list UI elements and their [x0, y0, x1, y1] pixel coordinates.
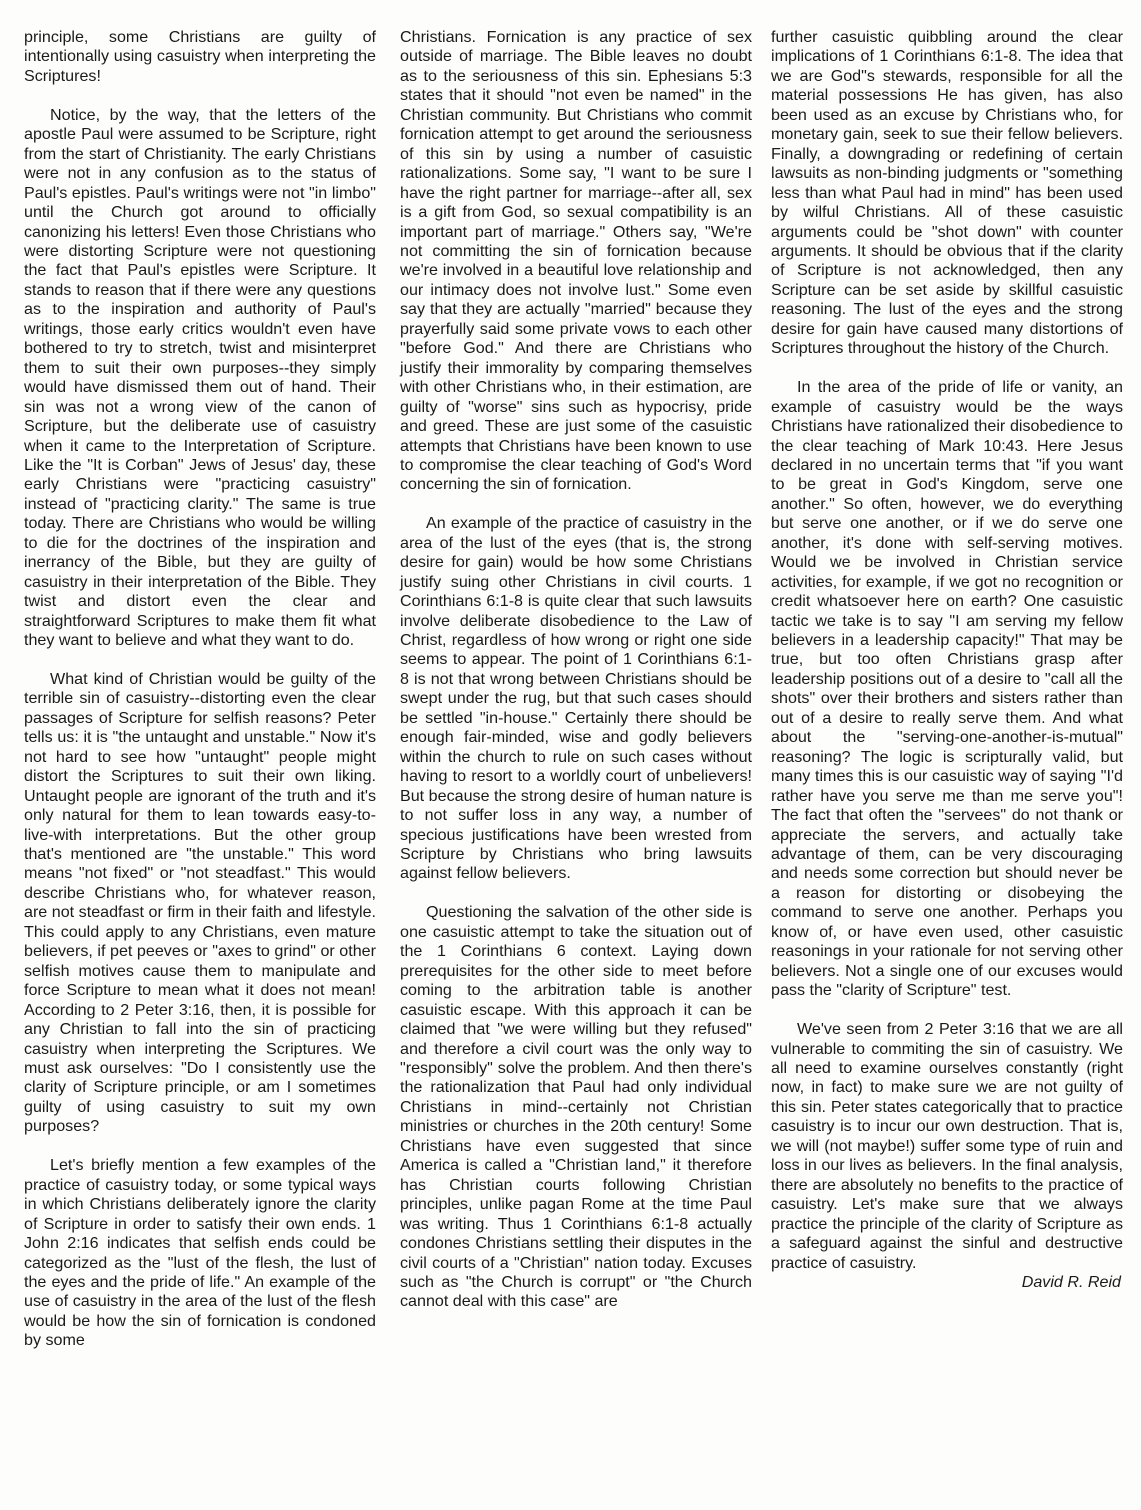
- text-column-3: [771, 28, 1123, 1312]
- paragraph: further casuistic quibbling around the clear implications of 1 Corinthians 6:1-8. The idea that we are God"s stewards, responsible for all the material possessions He has given, has also been used as an excuse by Christians who, for monetary gain, seek to sue their fellow believers. Finally, a downgrading or redefining of certain lawsuits as non-binding judgments or "something less than what Paul had in mind" has been used by wilful Christians. All of these casuistic arguments could be "shot down" with counter arguments. It should be obvious that if the clarity of Scripture is not acknowledged, then any Scripture can be set aside by skillful casuistic reasoning. The lust of the eyes and the strong desire for gain have caused many distortions of Scriptures throughout the history of the Church.: [771, 28, 1123, 358]
- paragraph: What kind of Christian would be guilty of the terrible sin of casuistry--distorting even the clear passages of Scripture for selfish reasons? Peter tells us: it is "the untaught and unstable." Now it's not hard to see how "untaught" people might distort the Scriptures to suit their own liking. Untaught people are ignorant of the truth and it's only natural for them to lean towards easy-to-live-with interpretations. But the other group that's mentioned are "the unstable." This word means "not fixed" or "not steadfast." This would describe Christians who, for whatever reason, are not steadfast or firm in their faith and lifestyle. This could apply to any Christians, even mature believers, if pet peeves or "axes to grind" or other selfish motives cause them to manipulate and force Scripture to mean what it does not mean! According to 2 Peter 3:16, then, it is possible for any Christian to fall into the sin of practicing casuistry when interpreting the Scriptures. We must ask ourselves: "Do I consistently use the clarity of Scripture principle, or am I sometimes guilty of using casuistry to suit my own purposes?: [24, 669, 376, 1136]
- text-column-1: [24, 28, 376, 1351]
- paragraph: Christians. Fornication is any practice of sex outside of marriage. The Bible leaves no doubt as to the seriousness of this sin. Ephesians 5:3 states that it should "not even be named" in the Christian community. But Christians who commit fornication attempt to get around the seriousness of this sin by using a number of casuistic rationalizations. Some say, "I want to be sure I have the right partner for marriage--after all, sex is a gift from God, so sexual compatibility is an important part of marriage." Others say, "We're not committing the sin of fornication because we're involved in a beautiful love relationship and our intimacy does not involve lust." Some even say that they are actually "married" because they prayerfully said some private vows to each other "before God." And there are Christians who justify their immorality by comparing themselves with other Christians who, in their estimation, are guilty of "worse" sins such as hypocrisy, pride and greed. These are just some of the casuistic attempts that Christians have been known to use to compromise the clear teaching of God's Word concerning the sin of fornication.: [400, 28, 752, 494]
- paragraph: An example of the practice of casuistry in the area of the lust of the eyes (that is, the strong desire for gain) would be how some Christians justify suing other Christians in civil courts. 1 Corinthians 6:1-8 is quite clear that such lawsuits involve deliberate disobedience to the Law of Christ, regardless of how wrong or right one side seems to appear. The point of 1 Corinthians 6:1-8 is not that wrong between Christians should be swept under the rug, but that such cases should be settled "in-house." Certainly there should be enough fair-minded, wise and godly believers within the church to rule on such cases without having to resort to a worldly court of unbelievers! But because the strong desire of human nature is to not suffer loss in any way, a number of specious justifications have been wrested from Scripture by Christians who bring lawsuits against fellow believers.: [400, 514, 752, 883]
- author-signature: David R. Reid: [1021, 1272, 1121, 1291]
- paragraph: Notice, by the way, that the letters of the apostle Paul were assumed to be Scripture, right from the start of Christianity. The early Christians were not in any confusion as to the status of Paul's epistles. Paul's writings were not "in limbo" until the Church got around to officially canonizing his letters! Even those Christians who were distorting Scripture were not questioning the fact that Paul's epistles were Scripture. It stands to reason that if there were any questions as to the inspiration and authority of Paul's writings, those early critics wouldn't even have bothered to try to stretch, twist and misinterpret them to suit their own purposes--they simply would have dismissed them out of hand. Their sin was not a wrong view of the canon of Scripture, but the deliberate use of casuistry when it came to the Interpretation of Scripture. Like the "It is Corban" Jews of Jesus' day, these early Christians were "practicing casuistry" instead of "practicing clarity." The same is true today. There are Christians who would be willing to die for the doctrines of the inspiration and inerrancy of the Bible, but they are guilty of casuistry in their interpretation of the Bible. They twist and distort even the clear and straightforward Scriptures to make them fit what they want to believe and what they want to do.: [24, 105, 376, 650]
- paragraph: Let's briefly mention a few examples of the practice of casuistry today, or some typical ways in which Christians deliberately ignore the clarity of Scripture in order to satisfy their own ends. 1 John 2:16 indicates that selfish ends could be categorized as the "lust of the flesh, the lust of the eyes and the pride of life." An example of the use of casuistry in the area of the lust of the flesh would be how the sin of fornication is condoned by some: [24, 1156, 376, 1350]
- paragraph: We've seen from 2 Peter 3:16 that we are all vulnerable to commiting the sin of casuistry. We all need to examine ourselves constantly (right now, in fact) to make sure we are not guilty of this sin. Peter states categorically that to practice casuistry is to incur our own destruction. That is, we will (not maybe!) suffer some type of ruin and loss in our lives as believers. In the final analysis, there are absolutely no benefits to the practice of casuistry. Let's make sure that we always practice the principle of the clarity of Scripture as a safeguard against the sinful and destructive practice of casuistry.: [771, 1020, 1123, 1272]
- paragraph: In the area of the pride of life or vanity, an example of casuistry would be the ways Christians have rationalized their disobedience to the clear teaching of Mark 10:43. Here Jesus declared in no uncertain terms that "if you want to be great in God's Kingdom, serve one another." So often, however, we do everything but serve one another, or if we do serve one another, it's done with self-serving motives. Would we be involved in Christian service activities, for example, if we got no recognition or credit whatsoever here on earth? One casuistic tactic we take is to say "I am serving my fellow believers in a leadership capacity!" That may be true, but too often Christians grasp after leadership positions out of a desire to "call all the shots" over their brothers and sisters rather than out of a desire to really serve them. And what about the "serving-one-another-is-mutual" reasoning? The logic is scripturally valid, but many times this is our casuistic way of saying "I'd rather have you serve me than me serve you"! The fact that often the "servees" do not thank or appreciate the servers, and actually take advantage of them, can be very discouraging and needs some correction but should never be a reason for distorting or disobeying the command to serve one another. Perhaps you know of, or have even used, other casuistic reasonings in your rationale for not serving other believers. Not a single one of our excuses would pass the "clarity of Scripture" test.: [771, 378, 1123, 1000]
- paragraph: principle, some Christians are guilty of intentionally using casuistry when interpreting the Scriptures!: [24, 28, 376, 85]
- paragraph: Questioning the salvation of the other side is one casuistic attempt to take the situation out of the 1 Corinthians 6 context. Laying down prerequisites for the other side to meet before coming to the arbitration table is another casuistic escape. With this approach it can be claimed that "we were willing but they refused" and therefore a civil court was the only way to "responsibly" solve the problem. And then there's the rationalization that Paul had only individual Christians in mind--certainly not Christian ministries or churches in the 20th century! Some Christians have even suggested that since America is called a "Christian land," it therefore has Christian courts following Christian principles, unlike pagan Rome at the time Paul was writing. Thus 1 Corinthians 6:1-8 actually condones Christians settling their disputes in the civil courts of a "Christian" nation today. Excuses such as "the Church is corrupt" or "the Church cannot deal with this case" are: [400, 903, 752, 1311]
- text-column-2: [400, 28, 752, 1312]
